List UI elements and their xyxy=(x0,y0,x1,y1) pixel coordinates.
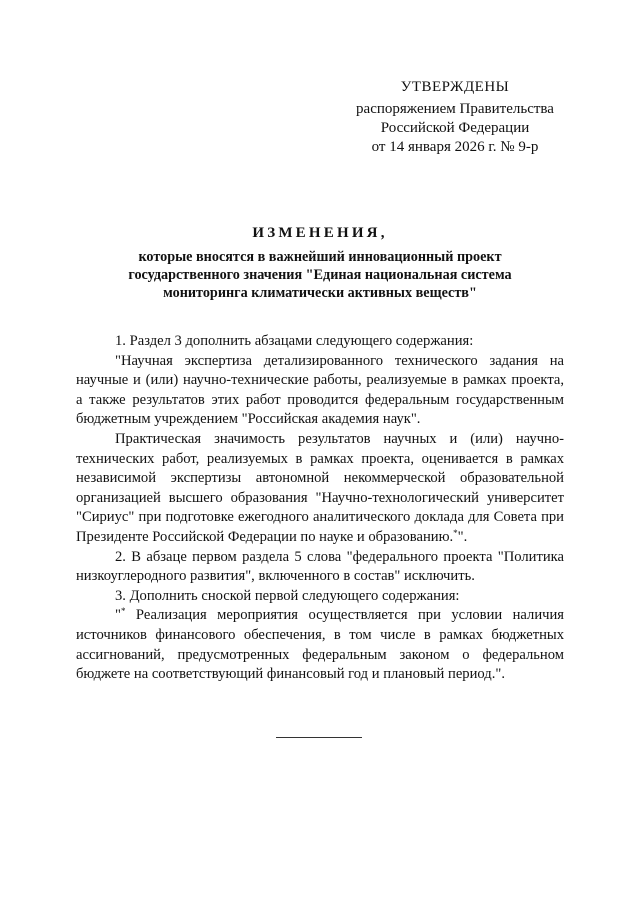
approval-line-2: Российской Федерации xyxy=(380,120,530,136)
subtitle-line-2: государственного значения "Единая национальная система xyxy=(128,267,512,283)
document-title: ИЗМЕНЕНИЯ, xyxy=(252,225,388,241)
item-3-quote-open: " xyxy=(115,607,121,624)
end-separator-line xyxy=(276,737,362,738)
item-1-intro: 1. Раздел 3 дополнить абзацами следующего содержания: xyxy=(115,333,474,349)
item-1-paragraph-2-text: Практическая значимость результатов научных и (или) научно-технических работ, реализуемых в рамках проекта, оценивается в рамках независимой экспертизы автономной некоммерческой образовательной организацией высшего образования "Научно-технологический университет "Сириус" при подготовке ежегодного аналитического доклада для Совета при Президенте Российской Федерации по науке и образованию. xyxy=(76,430,564,545)
subtitle-line-3: мониторинга климатически активных веществ" xyxy=(163,285,477,301)
item-2: 2. В абзаце первом раздела 5 слова "федерального проекта "Политика низкоуглеродного развития", включенного в состав" исключить. xyxy=(76,548,564,585)
approval-line-1: распоряжением Правительства xyxy=(356,101,554,117)
approval-block xyxy=(340,78,570,157)
subtitle-line-1: которые вносятся в важнейший инновационный проект xyxy=(138,249,502,265)
approval-line-3: от 14 января 2026 г. № 9-р xyxy=(371,139,539,155)
item-3-footnote-text: Реализация мероприятия осуществляется при условии наличия источников финансового обеспечения, в том числе в рамках бюджетных ассигнований, предусмотренных федеральным законом о федеральном бюджете на соответствующий финансовый год и плановый период.". xyxy=(76,607,564,683)
item-3-footnote xyxy=(76,606,564,684)
item-1-paragraph-1: "Научная экспертиза детализированного технического задания на научные и (или) научно-технические работы, реализуемые в рамках проекта, а также результатов этих работ проводится федеральным государственным бюджетным учреждением "Российская академия наук". xyxy=(76,352,564,428)
footnote-marker: * xyxy=(453,527,458,538)
approval-heading: УТВЕРЖДЕНЫ xyxy=(400,79,510,95)
item-1-paragraph-2-end: ". xyxy=(457,528,468,545)
document-subtitle xyxy=(76,248,564,302)
document-body xyxy=(76,332,564,685)
footnote-marker: * xyxy=(120,606,126,617)
item-1-paragraph-2 xyxy=(76,430,564,548)
item-3-intro: 3. Дополнить сноской первой следующего содержания: xyxy=(115,587,460,604)
